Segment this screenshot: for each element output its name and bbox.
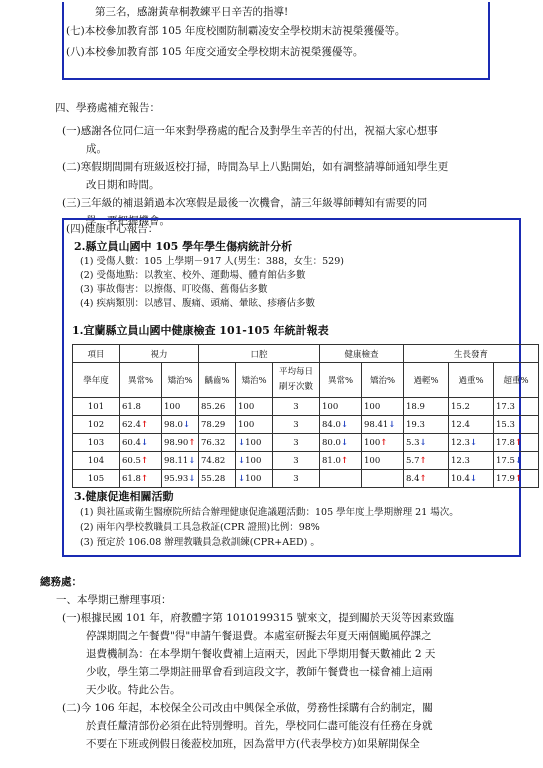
trend-arrow-icon: ↓ (514, 455, 523, 466)
trend-arrow-icon: ↑ (140, 473, 149, 484)
health-heading: (四)健康中心報告： (66, 223, 159, 235)
trend-arrow-icon: ↓ (340, 419, 349, 430)
cell-value: 102 (87, 419, 105, 430)
g-para1-c: 退費機制為：在本學期午餐收費補上這兩天，因此下學期用餐天數補此 2 天 (86, 648, 436, 660)
table-cell (236, 416, 273, 434)
table-cell (120, 470, 162, 488)
top-line-1: 第三名，感謝黃韋桐教練平日辛苦的指導! (95, 6, 289, 18)
table-cell (449, 398, 494, 416)
g-para1-d: 少收，學生第二學期註冊單會看到這段文字，教師午餐費也一樣會補上這兩 (86, 666, 433, 678)
table-cell (273, 416, 320, 434)
cell-value: 100 (238, 401, 255, 412)
table-cell (162, 416, 199, 434)
table-cell (449, 470, 494, 488)
table-cell (236, 452, 273, 470)
cell-value: 62.4 (122, 419, 141, 430)
cell-value: 98.41 (364, 419, 389, 430)
table-cell (199, 452, 236, 470)
cell-value: 19.3 (406, 419, 425, 430)
cell-value: 61.8 (122, 473, 141, 484)
cell-value: 80.0 (322, 437, 341, 448)
trend-arrow-icon: ↓ (238, 455, 246, 466)
s4-item3-a: (三)三年級的補退銷過本次寒假是最後一次機會，請三年級導師轉知有需要的同 (62, 197, 428, 209)
cell-value: 3 (293, 473, 299, 484)
table-cell (362, 398, 404, 416)
g-para2-a: (二)今 106 年起，本校保全公司改由中興保全承做，勞務性採購有合約制定，關 (62, 702, 433, 714)
trend-arrow-icon: ↓ (469, 473, 478, 484)
s4-item1-a: (一)感謝各位同仁這一年來對學務處的配合及對學生辛苦的付出，祝福大家心想事 (62, 125, 438, 137)
trend-arrow-icon: ↓ (188, 455, 196, 466)
trend-arrow-icon: ↑ (514, 473, 523, 484)
cell-value: 12.3 (451, 437, 470, 448)
header-health-check: 健康檢查 (320, 345, 404, 363)
table-cell (199, 434, 236, 452)
cell-value: 17.9 (496, 473, 515, 484)
cell-value: 17.3 (496, 401, 515, 412)
cell-value: 101 (87, 401, 105, 412)
cell-value: 15.2 (451, 401, 470, 412)
col-caries: 齲齒% (199, 363, 236, 398)
table-cell (73, 434, 120, 452)
cell-value: 76.32 (201, 437, 226, 448)
table-cell (404, 470, 449, 488)
cell-value: 100 (322, 401, 339, 412)
header-oral: 口腔 (199, 345, 320, 363)
injury-stat-4: (4) 疾病類別：以感冒、腹痛、頭痛、暈眩、疹癢佔多數 (80, 298, 315, 309)
table-cell (273, 452, 320, 470)
health-checkup-table (72, 344, 539, 488)
table-cell (362, 470, 404, 488)
table-cell (199, 416, 236, 434)
table-cell (73, 452, 120, 470)
injury-stat-2: (2) 受傷地點：以教室、校外、運動場、體育館佔多數 (80, 270, 306, 281)
table-row (73, 416, 539, 434)
table-cell (362, 434, 404, 452)
col-brushing (273, 363, 320, 398)
cell-value: 105 (87, 473, 105, 484)
header-vision: 視力 (120, 345, 199, 363)
g-para2-c: 不要在下班或例假日後蒞校加班，因為當甲方(代表學校方)如果解開保全 (86, 738, 420, 750)
cell-value: 98.11 (164, 455, 189, 466)
col-year: 學年度 (73, 363, 120, 398)
s4-item3-b: 學，要把握機會。 (86, 215, 170, 227)
table-cell (273, 470, 320, 488)
table-cell (404, 452, 449, 470)
health-title-injury: 2.縣立員山國中 105 學年學生傷病統計分析 (74, 240, 293, 253)
cell-value: 8.4 (406, 473, 420, 484)
s4-item1-b: 成。 (86, 143, 107, 155)
table-cell (120, 452, 162, 470)
promotion-item-1: (1) 與社區或衛生醫療院所結合辦理健康促進議題活動：105 學年度上學期辦理 21 場次。 (80, 507, 459, 518)
g-para1-a: (一)根據民國 101 年，府教體字第 1010199315 號來文，提到關於天災等因素致臨 (62, 612, 454, 624)
table-cell (404, 434, 449, 452)
col-oral-treated: 矯治% (236, 363, 273, 398)
table-cell (162, 452, 199, 470)
col-underweight: 過輕% (404, 363, 449, 398)
cell-value: 3 (293, 419, 299, 430)
cell-value: 17.8 (496, 437, 515, 448)
cell-value: 100 (164, 401, 181, 412)
col-brushing-line2: 刷牙次數 (278, 382, 313, 392)
cell-value: 3 (293, 437, 299, 448)
cell-value: 100 (364, 437, 381, 448)
trend-arrow-icon: ↓ (388, 419, 396, 430)
table-cell (199, 470, 236, 488)
table-cell (236, 470, 273, 488)
cell-value: 15.3 (496, 419, 515, 430)
cell-value: 104 (87, 455, 105, 466)
cell-value: 98.90 (164, 437, 189, 448)
s4-item2-b: 改日期和時間。 (86, 179, 160, 191)
g-para1-e: 天少收。特此公告。 (86, 684, 181, 696)
trend-arrow-icon: ↓ (469, 437, 478, 448)
cell-value: 12.4 (451, 419, 470, 430)
trend-arrow-icon: ↓ (238, 437, 246, 448)
cell-value: 103 (87, 437, 105, 448)
table-cell (449, 434, 494, 452)
table-cell (494, 470, 539, 488)
table-cell (236, 434, 273, 452)
cell-value: 98.0 (164, 419, 183, 430)
trend-arrow-icon: ↓ (419, 437, 427, 448)
cell-value: 100 (245, 473, 262, 484)
cell-value: 55.28 (201, 473, 226, 484)
table-cell (494, 416, 539, 434)
table-cell (449, 416, 494, 434)
trend-arrow-icon: ↓ (340, 437, 349, 448)
cell-value: 17.5 (496, 455, 515, 466)
trend-arrow-icon: ↑ (419, 455, 427, 466)
table-cell (320, 470, 362, 488)
header-item: 項目 (73, 345, 120, 363)
cell-value: 5.7 (406, 455, 420, 466)
table-cell (162, 470, 199, 488)
cell-value: 60.5 (122, 455, 141, 466)
cell-value: 61.8 (122, 401, 141, 412)
health-title-checkup: 1.宜蘭縣立員山國中健康檢查 101-105 年統計報表 (72, 324, 329, 337)
col-obese: 超重% (494, 363, 539, 398)
top-line-2: (七)本校參加教育部 105 年度校園防制霸凌安全學校期末訪視榮獲優等。 (66, 25, 406, 37)
table-row (73, 452, 539, 470)
general-sub-heading: 一、本學期已辦理事項： (56, 594, 172, 606)
promotion-item-2: (2) 兩年內學校教職員工具急救証(CPR 證照)比例：98% (80, 522, 320, 533)
section4-heading: 四、學務處補充報告： (55, 102, 160, 114)
table-cell (162, 434, 199, 452)
promotion-item-3: (3) 預定於 106.08 辦理教職員急救訓練(CPR+AED) 。 (80, 537, 320, 548)
trend-arrow-icon: ↑ (140, 455, 149, 466)
trend-arrow-icon: ↓ (182, 419, 191, 430)
table-cell (320, 452, 362, 470)
top-line-3: (八)本校參加教育部 105 年度交通安全學校期末訪視榮獲優等。 (66, 46, 364, 58)
table-cell (320, 398, 362, 416)
cell-value: 5.3 (406, 437, 420, 448)
cell-value: 10.4 (451, 473, 470, 484)
table-cell (362, 452, 404, 470)
trend-arrow-icon: ↑ (140, 419, 149, 430)
table-cell (494, 434, 539, 452)
col-brushing-line1: 平均每日 (278, 367, 313, 377)
table-cell (199, 398, 236, 416)
table-row (73, 470, 539, 488)
g-para2-b: 於責任釐清部份必須在此特別聲明。首先，學校同仁盡可能沒有任務在身就 (86, 720, 433, 732)
general-affairs-heading: 總務處： (40, 576, 82, 588)
table-cell (320, 434, 362, 452)
cell-value: 100 (238, 419, 255, 430)
cell-value: 78.29 (201, 419, 226, 430)
table-cell (449, 452, 494, 470)
cell-value: 81.0 (322, 455, 341, 466)
cell-value: 60.4 (122, 437, 141, 448)
injury-stat-1: (1) 受傷人數：105 上學期－917 人(男生：388，女生：529) (80, 256, 344, 267)
table-cell (120, 416, 162, 434)
trend-arrow-icon: ↑ (419, 473, 427, 484)
injury-stat-3: (3) 事故傷害：以擦傷、叮咬傷、舊傷佔多數 (80, 284, 268, 295)
trend-arrow-icon: ↓ (188, 473, 196, 484)
table-row (73, 398, 539, 416)
cell-value: 100 (245, 455, 262, 466)
cell-value: 74.82 (201, 455, 226, 466)
s4-item2-a: (二)寒假期間開有班級返校打掃，時間為早上八點開始，如有調整請導師通知學生更 (62, 161, 449, 173)
table-cell (73, 470, 120, 488)
table-cell (162, 398, 199, 416)
cell-value: 3 (293, 401, 299, 412)
table-cell (120, 434, 162, 452)
table-cell (362, 416, 404, 434)
trend-arrow-icon: ↓ (140, 437, 149, 448)
trend-arrow-icon: ↑ (380, 437, 388, 448)
table-cell (236, 398, 273, 416)
table-cell (73, 416, 120, 434)
cell-value: 85.26 (201, 401, 226, 412)
health-title-promotion: 3.健康促進相關活動 (74, 490, 174, 503)
trend-arrow-icon: ↑ (188, 437, 196, 448)
table-cell (273, 434, 320, 452)
g-para1-b: 停課期間之午餐費"得"申請午餐退費。本處室研擬去年夏天兩個颱風停課之 (86, 630, 432, 642)
cell-value: 100 (245, 437, 262, 448)
col-vision-abnormal: 異常% (120, 363, 162, 398)
table-cell (404, 416, 449, 434)
col-check-abnormal: 異常% (320, 363, 362, 398)
cell-value: 84.0 (322, 419, 341, 430)
table-cell (320, 416, 362, 434)
cell-value: 18.9 (406, 401, 425, 412)
col-overweight: 過重% (449, 363, 494, 398)
table-cell (73, 398, 120, 416)
table-row (73, 434, 539, 452)
col-vision-treated: 矯治% (162, 363, 199, 398)
cell-value: 95.93 (164, 473, 189, 484)
trend-arrow-icon: ↑ (340, 455, 349, 466)
table-cell (494, 452, 539, 470)
table-cell (273, 398, 320, 416)
cell-value: 100 (364, 455, 381, 466)
col-check-treated: 矯治% (362, 363, 404, 398)
cell-value: 100 (364, 401, 381, 412)
table-cell (494, 398, 539, 416)
table-cell (404, 398, 449, 416)
table-cell (120, 398, 162, 416)
cell-value: 12.3 (451, 455, 470, 466)
trend-arrow-icon: ↑ (514, 437, 523, 448)
cell-value: 3 (293, 455, 299, 466)
trend-arrow-icon: ↓ (238, 473, 246, 484)
header-growth: 生長發育 (404, 345, 539, 363)
